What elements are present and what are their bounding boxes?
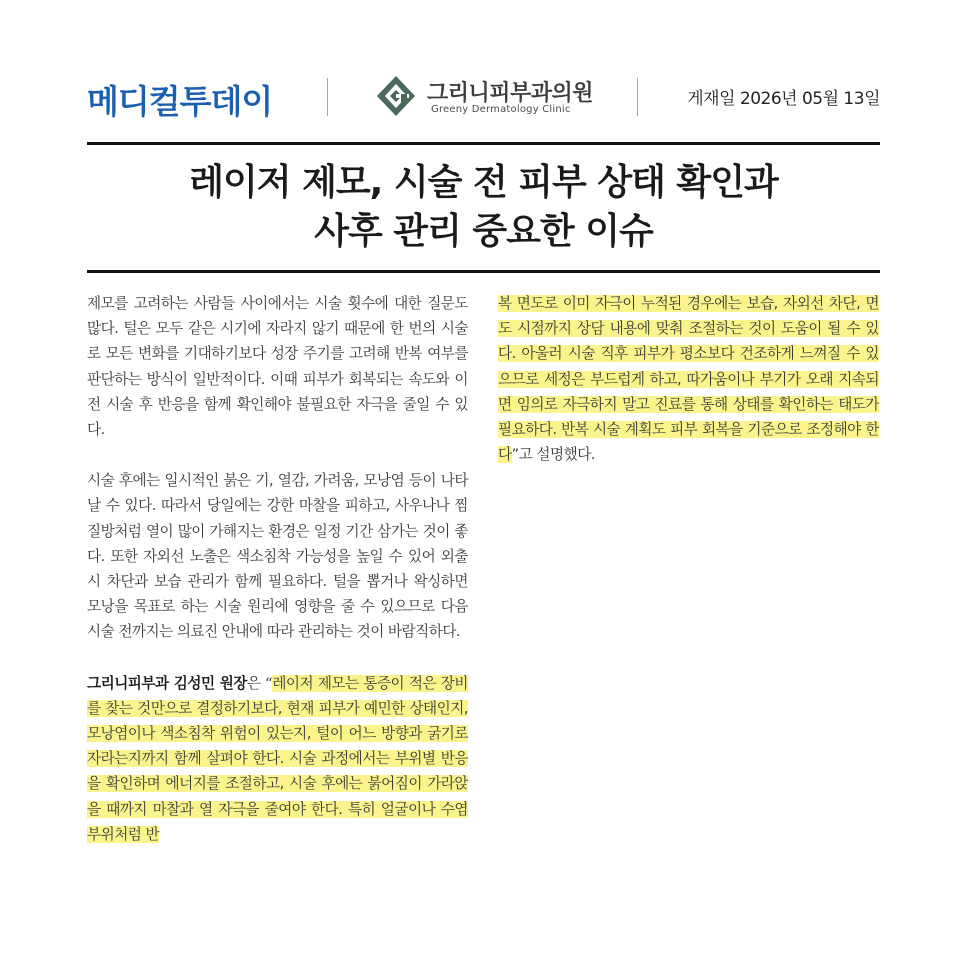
article-paragraph: 시술 후에는 일시적인 붉은 기, 열감, 가려움, 모낭염 등이 나타날 수 있다. 따라서 당일에는 강한 마찰을 피하고, 사우나나 찜질방처럼 열이 많이 가해지는 환경은 일정 기간 삼가는 것이 좋다. 또한 자외선 노출은 색소침착 가능성을 높일 수 있어 외출 시 차단과 보습 관리가 함께 필요하다. 털을 뽑거나 왁싱하면 모낭을 목표로 하는 시술 원리에 영향을 줄 수 있으므로 다음 시술 전까지는 의료진 안내에 따라 관리하는 것이 바람직하다. bbox=[87, 472, 468, 641]
article-title-line: 사후 관리 중요한 이슈 bbox=[314, 211, 653, 252]
highlighted-quote: 복 면도로 이미 자극이 누적된 경우에는 보습, 자외선 차단, 면도 시점까지 상담 내용에 맞춰 조절하는 것이 도움이 될 수 있다. 아울러 시술 직후 피부가 평소보다 건조하게 느껴질 수 있으므로 세정은 부드럽게 하고, 따가움이나 부기가 오래 지속되면 임의로 자극하지 말고 진료를 통해 상태를 확인하는 태도가 필요하다. 반복 시술 계획도 피부 회복을 기준으로 조정해야 한다 bbox=[498, 295, 879, 464]
article-title bbox=[87, 158, 880, 256]
publish-date: 게재일 2026년 05월 13일 bbox=[687, 89, 880, 109]
quote-ending: ”고 설명했다. bbox=[511, 446, 595, 464]
medical-today-logo: 메디컬투데이 bbox=[87, 82, 273, 121]
header-divider bbox=[327, 78, 328, 116]
clinic-name: 그리니피부과의원 bbox=[427, 81, 594, 106]
article-paragraph: 제모를 고려하는 사람들 사이에서는 시술 횟수에 대한 질문도 많다. 털은 모두 같은 시기에 자라지 않기 때문에 한 번의 시술로 모든 변화를 기대하기보다 성장 주기를 고려해 반복 여부를 판단하는 방식이 일반적이다. 이때 피부가 회복되는 속도와 이전 시술 후 반응을 함께 확인해야 불필요한 자극을 줄일 수 있다. bbox=[87, 295, 468, 439]
quote-paragraph bbox=[87, 671, 468, 847]
article-column-left bbox=[87, 291, 468, 847]
quote-particle: 은 “ bbox=[246, 674, 273, 692]
article-header bbox=[87, 72, 880, 122]
title-rule-top bbox=[87, 142, 880, 145]
highlighted-quote: 레이저 제모는 통증이 적은 장비를 찾는 것만으로 결정하기보다, 현재 피부가 예민한 상태인지, 모낭염이나 색소침착 위험이 있는지, 털이 어느 방향과 굵기로 자라는지까지 함께 살펴야 한다. 시술 과정에서는 부위별 반응을 확인하며 에너지를 조절하고, 시술 후에는 붉어짐이 가라앉을 때까지 마찰과 열 자극을 줄여야 한다. 특히 얼굴이나 수염 부위처럼 반 bbox=[87, 674, 468, 843]
title-rule-bottom bbox=[87, 270, 880, 273]
clinic-g-logo-icon bbox=[375, 74, 417, 118]
header-divider bbox=[637, 78, 638, 116]
article-column-right bbox=[498, 291, 879, 467]
clinic-subtitle: Greeny Dermatology Clinic bbox=[431, 104, 571, 115]
article-title-line: 레이저 제모, 시술 전 피부 상태 확인과 bbox=[189, 162, 778, 203]
quote-speaker: 그리니피부과 김성민 원장 bbox=[87, 674, 247, 692]
quote-paragraph-continued bbox=[498, 291, 879, 467]
